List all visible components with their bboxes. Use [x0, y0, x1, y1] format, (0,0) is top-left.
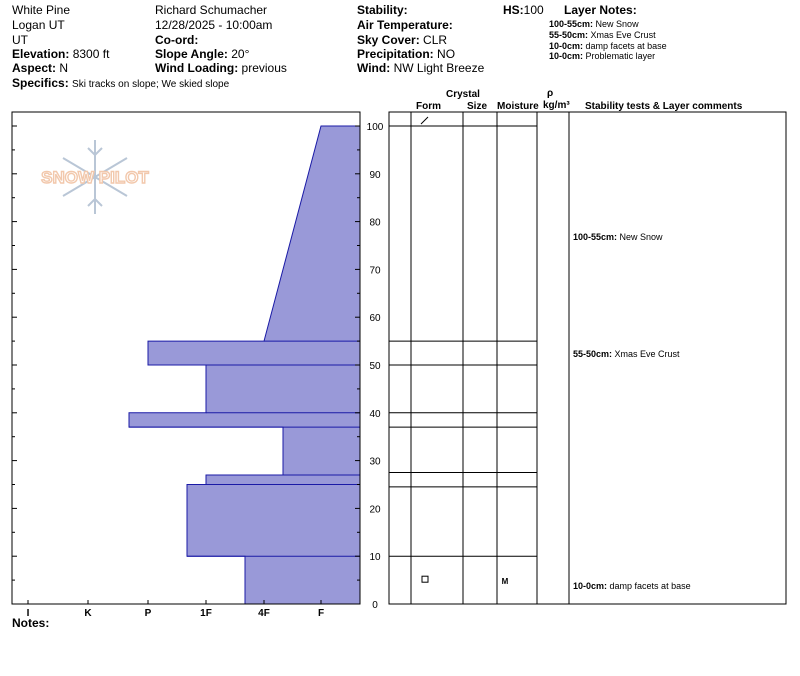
datetime: 12/28/2025 - 10:00am [155, 18, 273, 32]
aspect-label: Aspect: [12, 61, 57, 75]
layer-comment-range: 100-55cm: [573, 231, 620, 242]
layer-comment [573, 232, 663, 242]
depth-tick-label: 50 [369, 361, 381, 372]
depth-tick-label: 100 [366, 122, 384, 133]
layer-comments [573, 232, 691, 591]
rho-header: ρ [547, 88, 554, 99]
coord-label: Co-ord: [155, 33, 199, 47]
sky-label: Sky Cover: [357, 33, 420, 47]
depth-tick-label: 0 [372, 600, 378, 611]
observer: Richard Schumacher [155, 3, 268, 17]
specifics-value: Ski tracks on slope; We skied slope [72, 79, 230, 90]
stability-header: Stability tests & Layer comments [585, 101, 743, 112]
hardness-tick-label: 1F [200, 608, 212, 619]
depth-tick-label: 90 [369, 169, 381, 181]
slope-label: Slope Angle: [155, 47, 228, 61]
elevation-label: Elevation: [12, 47, 70, 61]
location: White Pine [12, 3, 71, 17]
wind-loading-value: previous [241, 61, 287, 75]
hardness-tick-label: K [84, 608, 92, 619]
slope-value: 20° [231, 47, 250, 61]
decomposing-grain-symbol [421, 117, 428, 124]
layer-note-range: 100-55cm: [549, 19, 594, 29]
density-unit-header: kg/m³ [543, 100, 570, 111]
layer-note-range: 55-50cm: [549, 30, 589, 40]
depth-tick-label: 80 [369, 217, 381, 229]
state: UT [12, 33, 28, 47]
hardness-tick-label: P [144, 608, 152, 619]
layer-notes-title: Layer Notes: [564, 3, 637, 17]
depth-tick-label: 10 [369, 552, 381, 564]
layer-comment-text: damp facets at base [609, 580, 691, 591]
layer-comment-text: Xmas Eve Crust [614, 349, 680, 360]
depth-tick-label: 70 [369, 265, 381, 277]
layer-comment-text: New Snow [619, 231, 663, 242]
size-header: Size [467, 101, 488, 112]
layer-note-range: 10-0cm: [549, 51, 584, 61]
hardness-tick-label: 4F [258, 608, 270, 619]
precip-label: Precipitation: [357, 47, 434, 61]
hardness-tick-label: I [26, 608, 30, 619]
layer-note-text: Problematic layer [585, 51, 656, 61]
depth-tick-label: 30 [369, 456, 381, 468]
precip-value: NO [437, 47, 456, 61]
layer-note-text: Xmas Eve Crust [590, 30, 656, 40]
depth-tick-label: 40 [369, 408, 381, 420]
aspect-value: N [59, 61, 69, 75]
moisture-value: M [501, 577, 509, 587]
layer-note-text: damp facets at base [585, 41, 667, 51]
crystal-header: Crystal [446, 89, 480, 100]
depth-tick-label: 60 [369, 313, 381, 325]
hardness-profile [129, 126, 360, 604]
region: Logan UT [12, 18, 65, 32]
elevation-value: 8300 ft [72, 47, 110, 61]
hs-value: 100 [523, 3, 544, 17]
notes-label: Notes: [12, 616, 50, 630]
moisture-header: Moisture [497, 101, 539, 112]
layer-note-text: New Snow [595, 19, 639, 29]
sky-value: CLR [423, 33, 448, 47]
hs-label: HS: [503, 3, 524, 17]
form-header: Form [416, 101, 441, 112]
layer-comment [573, 581, 691, 591]
wind-label: Wind: [357, 61, 391, 75]
facet-grain-symbol [422, 576, 428, 582]
hardness-tick-label: F [317, 608, 325, 619]
stability-label: Stability: [357, 3, 408, 17]
wind-value: NW Light Breeze [393, 61, 485, 75]
specifics-label: Specifics: [12, 76, 69, 90]
air-temp-label: Air Temperature: [357, 18, 453, 32]
layer-comment-range: 55-50cm: [573, 349, 615, 360]
layer-note-range: 10-0cm: [549, 41, 584, 51]
logo-text: SNOW PILOT [41, 168, 149, 187]
layer-comment [573, 349, 680, 359]
depth-tick-label: 20 [369, 504, 381, 516]
wind-loading-label: Wind Loading: [155, 61, 239, 75]
layer-comment-range: 10-0cm: [573, 580, 610, 591]
